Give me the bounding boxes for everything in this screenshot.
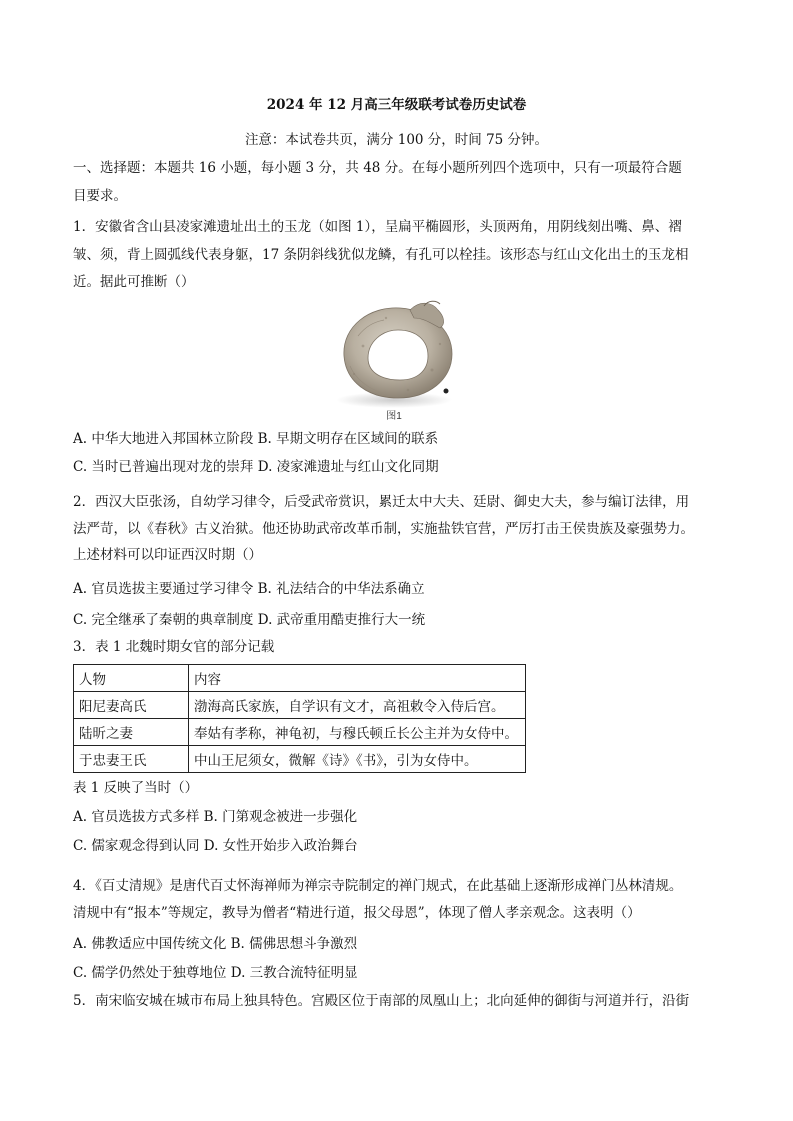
question-1-options: A. 中华大地进入邦国林立阶段 B. 早期文明存在区域间的联系 [73, 431, 439, 447]
question-1-stem: 皱、须，背上圆弧线代表身躯，17 条阴斜线犹似龙鳞，有孔可以栓挂。该形态与红山文化出土的玉龙相 [73, 247, 689, 263]
question-1-options: C. 当时已普遍出现对龙的崇拜 D. 凌家滩遗址与红山文化同期 [73, 459, 439, 475]
table-cell: 中山王尼须女，微解《诗》《书》，引为女侍中。 [189, 746, 526, 773]
question-1-stem: 1．安徽省含山县凌家滩遗址出土的玉龙（如图 1），呈扁平椭圆形，头顶两角，用阴线刻出嘴、鼻、褶 [73, 219, 682, 235]
figure-caption: 图1 [386, 411, 402, 422]
question-2-stem: 上述材料可以印证西汉时期（） [73, 547, 262, 563]
table-row [74, 719, 526, 746]
table-cell: 渤海高氏家族，自学识有文才，高祖敕令入侍后宫。 [189, 692, 526, 719]
exam-notice: 注意：本试卷共页，满分 100 分，时间 75 分钟。 [244, 132, 549, 148]
question-5-stem: 5．南宋临安城在城市布局上独具特色。宫殿区位于南部的凤凰山上；北向延伸的御街与河道并行，沿街 [73, 993, 690, 1009]
table-header-row [74, 665, 526, 692]
table-cell: 阳尼妻高氏 [74, 692, 189, 719]
question-3-options: A. 官员选拔方式多样 B. 门第观念被进一步强化 [73, 809, 358, 825]
table-row [74, 746, 526, 773]
page-title: 2024 年 12 月高三年级联考试卷历史试卷 [266, 97, 527, 113]
question-4-stem: 4．《百丈清规》是唐代百丈怀海禅师为禅宗寺院制定的禅门规式，在此基础上逐渐形成禅门丛林清规。 [73, 878, 683, 894]
table-cell: 奉姑有孝称，神龟初，与穆氏顿丘长公主并为女侍中。 [189, 719, 526, 746]
table-header-cell: 人物 [74, 665, 189, 692]
question-4-options: A. 佛教适应中国传统文化 B. 儒佛思想斗争激烈 [73, 936, 358, 952]
question-1-stem: 近。据此可推断（） [73, 274, 195, 290]
jade-dragon-image [328, 296, 464, 422]
table-header-cell: 内容 [189, 665, 526, 692]
question-4-stem: 清规中有“报本”等规定，教导为僧者“精进行道，报父母恩”，体现了僧人孝亲观念。这表明（） [73, 905, 641, 921]
question-3-stem: 3．表 1 北魏时期女官的部分记载 [73, 639, 275, 655]
section-intro-line: 一、选择题：本题共 16 小题，每小题 3 分，共 48 分。在每小题所列四个选项中，只有一项最符合题 [73, 160, 682, 176]
section-intro-line: 目要求。 [73, 188, 127, 204]
table-cell: 于忠妻王氏 [74, 746, 189, 773]
question-2-options: A. 官员选拔主要通过学习律令 B. 礼法结合的中华法系确立 [73, 581, 425, 597]
jade-dragon-figure [328, 296, 464, 422]
table-cell: 陆昕之妻 [74, 719, 189, 746]
question-4-options: C. 儒学仍然处于独尊地位 D. 三教合流特征明显 [73, 965, 358, 981]
female-officials-table [73, 664, 526, 773]
question-2-options: C. 完全继承了秦朝的典章制度 D. 武帝重用酷吏推行大一统 [73, 612, 426, 628]
question-3-stem: 表 1 反映了当时（） [73, 780, 199, 796]
table-row [74, 692, 526, 719]
question-2-stem: 2．西汉大臣张汤，自幼学习律令，后受武帝赏识，累迁太中大夫、廷尉、御史大夫，参与编订法律，用 [73, 494, 690, 510]
question-3-options: C. 儒家观念得到认同 D. 女性开始步入政治舞台 [73, 838, 358, 854]
question-2-stem: 法严苛，以《春秋》古义治狱。他还协助武帝改革币制，实施盐铁官营，严厉打击王侯贵族及豪强势力。 [73, 521, 694, 537]
